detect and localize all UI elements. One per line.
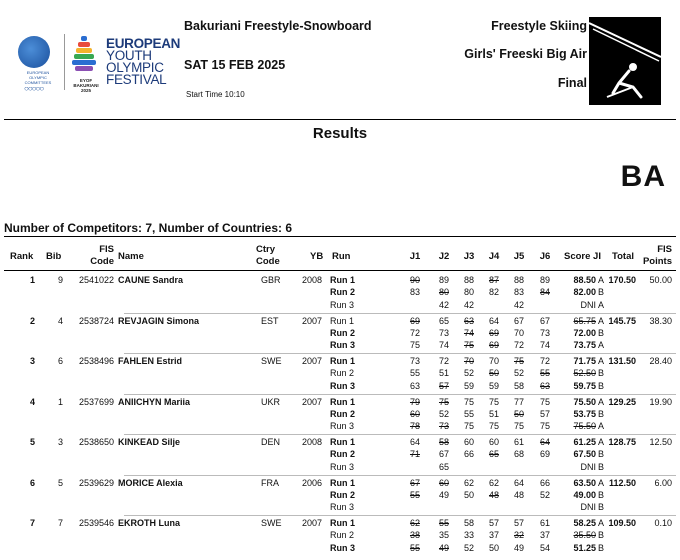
judge-panel: A — [598, 356, 605, 366]
col-j2: J2 — [438, 251, 450, 262]
judge-score: 75 — [463, 421, 474, 432]
athlete-name: KINKEAD Silje — [118, 437, 181, 447]
judge-score: 60 — [438, 477, 449, 488]
fis-code-value: 2541022 — [78, 275, 114, 285]
judge-score: 49 — [513, 542, 524, 553]
run-score: 51.25 — [573, 542, 596, 553]
rank-value: 4 — [30, 396, 36, 407]
run-label: Run 1 — [330, 396, 356, 407]
judge-score: 72 — [539, 356, 550, 366]
judge-panel: A — [598, 340, 605, 351]
judge-score: 83 — [409, 287, 420, 298]
judge-score: 67 — [513, 315, 524, 326]
judge-score: 82 — [488, 287, 499, 298]
judge-score: 59 — [488, 380, 499, 391]
phase-name: Final — [557, 76, 587, 90]
run-label: Run 3 — [330, 340, 356, 351]
rank-value: 5 — [30, 437, 36, 447]
judge-score: 64 — [539, 437, 550, 447]
judge-score: 55 — [409, 368, 420, 379]
judge-score: 63 — [539, 380, 550, 391]
judge-score: 42 — [463, 299, 474, 310]
col-j4: J4 — [488, 251, 500, 262]
run-label: Run 1 — [330, 275, 356, 285]
judge-score: 42 — [513, 299, 524, 310]
run-label: Run 3 — [330, 461, 355, 472]
run-score: 67.50 — [573, 449, 596, 460]
run-score: 35.50 — [573, 530, 596, 541]
athlete-name: EKROTH Luna — [118, 518, 180, 528]
judge-score: 60 — [463, 437, 474, 447]
run-score: 72.00 — [573, 327, 596, 338]
eyof-wordmark: EUROPEAN YOUTH OLYMPIC FESTIVAL — [106, 36, 181, 87]
judge-score: 80 — [463, 287, 474, 298]
judge-score: 55 — [539, 368, 550, 379]
judge-score: 49 — [438, 542, 449, 553]
run-score: 58.25 — [573, 518, 596, 528]
run-score: DNI — [580, 299, 596, 310]
run-score: 75.50 — [573, 421, 596, 432]
birth-year: 2007 — [302, 315, 323, 326]
judge-score: 33 — [463, 530, 474, 541]
col-total: Total — [612, 251, 634, 262]
judge-score: 55 — [438, 518, 449, 528]
run-label: Run 1 — [330, 518, 356, 528]
judge-score: 72 — [513, 340, 524, 351]
judge-score: 52 — [438, 408, 449, 419]
judge-score: 67 — [539, 315, 550, 326]
judge-panel: B — [598, 502, 605, 513]
rank-value: 6 — [30, 477, 36, 488]
event-date: SAT 15 FEB 2025 — [184, 58, 286, 72]
judge-score: 66 — [463, 449, 474, 460]
fis-points-value: 12.50 — [649, 437, 672, 447]
judge-panel: A — [598, 477, 605, 488]
rank-value: 2 — [30, 315, 36, 326]
judge-score: 52 — [539, 489, 550, 500]
fis-points-value: 19.90 — [649, 396, 672, 407]
col-name: Name — [118, 251, 144, 262]
discipline-code: BA — [620, 160, 666, 193]
run-score: 63.50 — [573, 477, 596, 488]
judge-score: 50 — [513, 408, 524, 419]
judge-panel: B — [598, 542, 605, 553]
judge-panel: A — [598, 421, 605, 432]
eoc-logo-text: EUROPEAN OLYMPIC COMMITTEES — [24, 70, 52, 85]
judge-score: 60 — [488, 437, 499, 447]
judge-score: 55 — [463, 408, 474, 419]
freeski-pictogram-icon — [589, 17, 661, 105]
run-score: DNI — [580, 502, 596, 513]
judge-score: 75 — [539, 421, 550, 432]
run-score: 82.00 — [573, 287, 596, 298]
judge-score: 50 — [463, 489, 474, 500]
header-divider — [4, 119, 676, 120]
col-fis-code: FIS Code — [90, 244, 114, 267]
judge-score: 72 — [438, 356, 449, 366]
judge-score: 48 — [488, 489, 499, 500]
country-code: UKR — [261, 396, 281, 407]
country-code: DEN — [261, 437, 281, 447]
run-label: Run 1 — [330, 356, 356, 366]
run-score: DNI — [580, 461, 596, 472]
judge-score: 35 — [438, 530, 449, 541]
country-code: SWE — [261, 356, 282, 366]
col-yb: YB — [310, 251, 324, 262]
run-label: Run 3 — [330, 502, 355, 513]
judge-score: 89 — [438, 275, 449, 285]
judge-score: 88 — [513, 275, 524, 285]
judge-score: 62 — [409, 518, 420, 528]
judge-score: 60 — [409, 408, 420, 419]
judge-score: 80 — [438, 287, 449, 298]
judge-score: 61 — [513, 437, 524, 447]
col-j6: J6 — [539, 251, 551, 262]
run-label: Run 1 — [330, 315, 355, 326]
birth-year: 2006 — [302, 477, 323, 488]
judge-panel: B — [598, 380, 605, 391]
fis-code-value: 2537699 — [78, 396, 114, 407]
judge-panel: A — [598, 518, 605, 528]
run-label: Run 3 — [330, 299, 355, 310]
run-score: 49.00 — [573, 489, 596, 500]
judge-score: 54 — [539, 542, 550, 553]
judge-score: 79 — [409, 396, 420, 407]
judge-score: 75 — [488, 396, 499, 407]
judge-score: 65 — [438, 461, 449, 472]
judge-score: 51 — [438, 368, 449, 379]
judge-panel: B — [598, 287, 605, 298]
eyof-caption: EYOF BAKURIANI 2025 — [73, 78, 99, 93]
run-score: 75.50 — [573, 396, 596, 407]
judge-score: 69 — [488, 327, 499, 338]
country-code: GBR — [261, 275, 281, 285]
row-divider — [124, 313, 676, 314]
event-logos — [18, 34, 181, 94]
judge-score: 69 — [539, 449, 550, 460]
judge-score: 73 — [409, 356, 420, 366]
judge-score: 51 — [488, 408, 499, 419]
run-label: Run 1 — [330, 477, 356, 488]
judge-score: 75 — [438, 396, 449, 407]
bib-value: 3 — [58, 437, 64, 447]
judge-score: 37 — [488, 530, 499, 541]
judge-score: 50 — [488, 368, 499, 379]
judge-score: 64 — [488, 315, 499, 326]
run-label: Run 2 — [330, 368, 355, 379]
athlete-name: REVJAGIN Simona — [118, 315, 200, 326]
col-run: Run — [332, 251, 351, 262]
judge-score: 66 — [539, 477, 550, 488]
judge-score: 57 — [488, 518, 499, 528]
judge-panel: A — [598, 396, 605, 407]
fis-code-value: 2539629 — [78, 477, 114, 488]
run-score: 59.75 — [573, 380, 596, 391]
judge-score: 49 — [438, 489, 449, 500]
logo-separator — [64, 34, 65, 90]
judge-score: 55 — [409, 542, 420, 553]
judge-score: 52 — [463, 542, 474, 553]
judge-score: 70 — [463, 356, 474, 366]
judge-score: 68 — [513, 449, 524, 460]
total-score: 112.50 — [608, 477, 636, 488]
judge-score: 75 — [513, 421, 524, 432]
col-rank: Rank — [10, 251, 34, 262]
judge-score: 75 — [463, 396, 474, 407]
venue-name: Bakuriani Freestyle-Snowboard — [184, 19, 372, 33]
run-label: Run 2 — [330, 449, 356, 460]
fis-points-value: 0.10 — [654, 518, 672, 528]
judge-score: 58 — [463, 518, 474, 528]
judge-score: 57 — [539, 408, 550, 419]
rank-value: 7 — [30, 518, 36, 528]
eyof-emblem-icon — [70, 34, 98, 78]
judge-panel: A — [598, 275, 605, 285]
bib-value: 5 — [58, 477, 64, 488]
row-divider — [124, 353, 676, 354]
judge-score: 89 — [539, 275, 550, 285]
judge-score: 50 — [488, 542, 499, 553]
judge-score: 72 — [409, 327, 420, 338]
judge-score: 75 — [463, 340, 474, 351]
total-score: 129.25 — [608, 396, 636, 407]
judge-score: 64 — [409, 437, 420, 447]
run-label: Run 1 — [330, 437, 356, 447]
fis-points-value: 38.30 — [649, 315, 672, 326]
total-score: 145.75 — [608, 315, 636, 326]
judge-panel: A — [598, 315, 605, 326]
judge-score: 38 — [409, 530, 420, 541]
page-title: Results — [312, 125, 368, 142]
judge-score: 75 — [513, 356, 524, 366]
judge-panel: A — [598, 299, 605, 310]
col-bib: Bib — [46, 251, 62, 262]
judge-score: 65 — [488, 449, 499, 460]
row-divider — [124, 475, 676, 476]
judge-score: 69 — [409, 315, 420, 326]
judge-score: 57 — [513, 518, 524, 528]
athlete-name: MORICE Alexia — [118, 477, 183, 488]
fis-code-value: 2538650 — [78, 437, 114, 447]
rank-value: 1 — [30, 275, 36, 285]
judge-score: 52 — [513, 368, 524, 379]
judge-score: 73 — [438, 327, 449, 338]
fis-points-value: 50.00 — [649, 275, 672, 285]
run-score: 52.50 — [573, 368, 596, 379]
judge-score: 61 — [539, 518, 550, 528]
birth-year: 2007 — [302, 396, 323, 407]
country-code: FRA — [261, 477, 279, 488]
start-time: Start Time 10:10 — [186, 90, 245, 99]
judge-score: 63 — [409, 380, 420, 391]
athlete-name: CAUNE Sandra — [118, 275, 184, 285]
judge-score: 71 — [409, 449, 420, 460]
judge-score: 32 — [513, 530, 524, 541]
bib-value: 4 — [58, 315, 64, 326]
judge-panel: B — [598, 489, 605, 500]
col-fis-points: FIS Points — [642, 244, 672, 267]
row-divider — [124, 434, 676, 435]
judge-score: 62 — [463, 477, 474, 488]
judge-score: 83 — [513, 287, 524, 298]
judge-panel: B — [598, 408, 605, 419]
total-score: 131.50 — [608, 356, 636, 366]
col-score-ji: Score JI — [564, 251, 601, 262]
bib-value: 1 — [58, 396, 64, 407]
judge-score: 67 — [409, 477, 420, 488]
judge-score: 58 — [513, 380, 524, 391]
judge-panel: B — [598, 449, 605, 460]
col-ctry: Ctry Code — [256, 244, 280, 267]
run-label: Run 3 — [330, 380, 356, 391]
judge-score: 77 — [513, 396, 524, 407]
athlete-name: ANIICHYN Mariia — [118, 396, 191, 407]
col-j3: J3 — [463, 251, 475, 262]
run-label: Run 2 — [330, 327, 356, 338]
total-score: 170.50 — [608, 275, 636, 285]
run-label: Run 2 — [330, 489, 356, 500]
olympic-rings-icon: ○○○○○ — [24, 84, 44, 93]
judge-score: 69 — [488, 340, 499, 351]
col-j5: J5 — [513, 251, 525, 262]
competitor-summary: Number of Competitors: 7, Number of Countries: 6 — [4, 221, 293, 235]
judge-score: 65 — [438, 315, 449, 326]
run-score: 73.75 — [573, 340, 596, 351]
event-name: Girls' Freeski Big Air — [464, 47, 587, 61]
fis-code-value: 2539546 — [78, 518, 114, 528]
run-score: 65.75 — [573, 315, 596, 326]
judge-score: 75 — [409, 340, 420, 351]
judge-score: 73 — [539, 327, 550, 338]
row-divider — [124, 394, 676, 395]
run-label: Run 3 — [330, 542, 356, 553]
judge-panel: B — [598, 461, 605, 472]
run-score: 71.75 — [573, 356, 596, 366]
judge-score: 64 — [513, 477, 524, 488]
judge-score: 42 — [438, 299, 449, 310]
col-j1: J1 — [409, 251, 421, 262]
bib-value: 7 — [58, 518, 64, 528]
country-code: EST — [261, 315, 279, 326]
judge-score: 70 — [488, 356, 499, 366]
judge-score: 59 — [463, 380, 474, 391]
judge-score: 52 — [463, 368, 474, 379]
judge-score: 88 — [463, 275, 474, 285]
judge-score: 73 — [438, 421, 449, 432]
judge-score: 74 — [463, 327, 474, 338]
athlete-name: FAHLEN Estrid — [118, 356, 183, 366]
birth-year: 2007 — [302, 518, 323, 528]
total-score: 109.50 — [608, 518, 636, 528]
sport-name: Freestyle Skiing — [491, 19, 587, 33]
judge-score: 75 — [539, 396, 550, 407]
total-score: 128.75 — [608, 437, 636, 447]
judge-score: 57 — [438, 380, 449, 391]
run-label: Run 2 — [330, 287, 356, 298]
country-code: SWE — [261, 518, 282, 528]
run-score: 53.75 — [573, 408, 596, 419]
judge-score: 55 — [409, 489, 420, 500]
bib-value: 6 — [58, 356, 64, 366]
judge-score: 48 — [513, 489, 524, 500]
run-label: Run 2 — [330, 530, 355, 541]
results-table — [4, 236, 676, 560]
run-score: 88.50 — [573, 275, 596, 285]
judge-score: 75 — [488, 421, 499, 432]
judge-score: 70 — [513, 327, 524, 338]
judge-score: 90 — [409, 275, 420, 285]
run-label: Run 2 — [330, 408, 356, 419]
judge-score: 78 — [409, 421, 420, 432]
fis-points-value: 6.00 — [654, 477, 672, 488]
birth-year: 2007 — [302, 356, 323, 366]
judge-score: 58 — [438, 437, 449, 447]
run-score: 61.25 — [573, 437, 596, 447]
run-label: Run 3 — [330, 421, 355, 432]
judge-score: 67 — [438, 449, 449, 460]
row-divider — [124, 515, 676, 516]
judge-score: 63 — [463, 315, 474, 326]
birth-year: 2008 — [302, 275, 323, 285]
fis-code-value: 2538724 — [78, 315, 114, 326]
judge-score: 87 — [488, 275, 499, 285]
rank-value: 3 — [30, 356, 36, 366]
judge-score: 37 — [539, 530, 550, 541]
fis-points-value: 28.40 — [649, 356, 672, 366]
bib-value: 9 — [58, 275, 64, 285]
judge-panel: A — [598, 437, 605, 447]
judge-score: 84 — [539, 287, 550, 298]
judge-score: 62 — [488, 477, 499, 488]
judge-score: 74 — [539, 340, 550, 351]
birth-year: 2008 — [302, 437, 323, 447]
judge-panel: B — [598, 327, 605, 338]
judge-score: 74 — [438, 340, 449, 351]
judge-panel: B — [598, 530, 605, 541]
eoc-logo — [18, 36, 50, 68]
judge-panel: B — [598, 368, 605, 379]
fis-code-value: 2538496 — [78, 356, 114, 366]
